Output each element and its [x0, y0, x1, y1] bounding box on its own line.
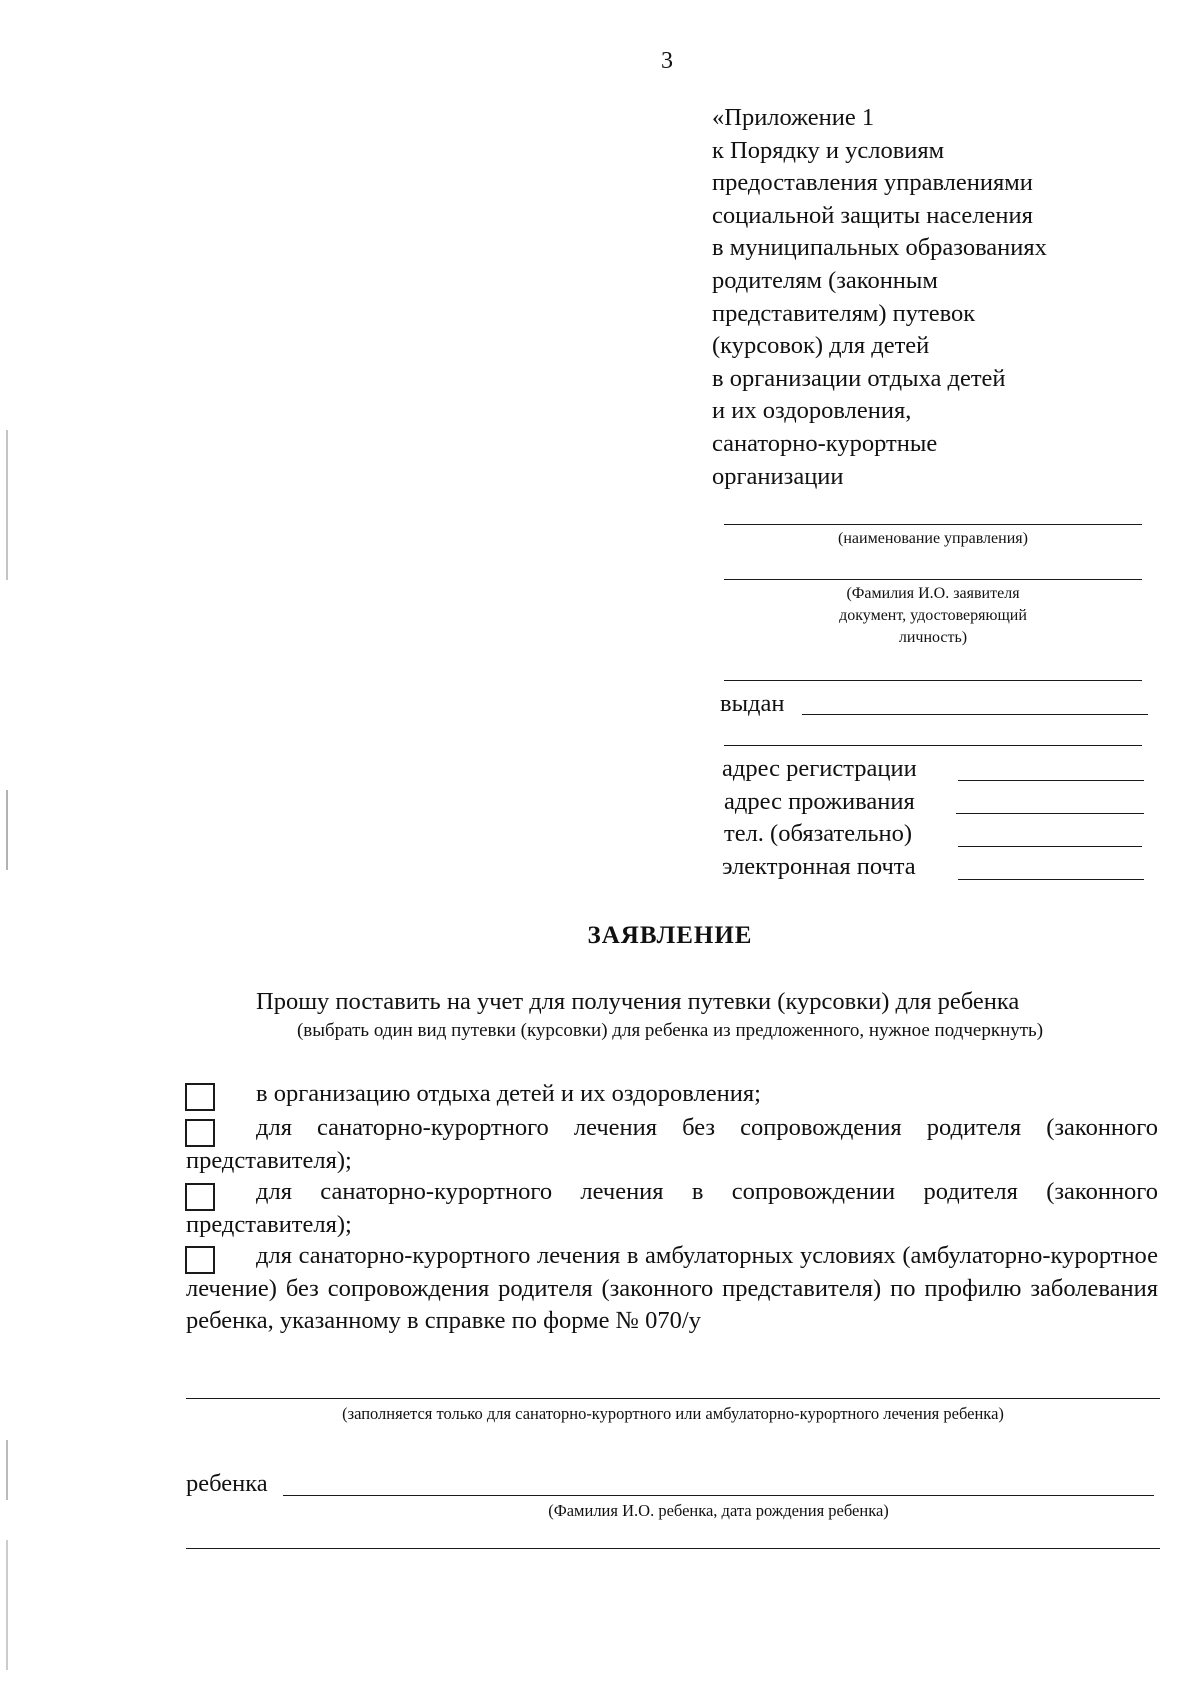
- request-note: (выбрать один вид путевки (курсовки) для ребенка из предложенного, нужное подчеркнуть): [296, 1020, 1044, 1041]
- appendix-line: и их оздоровления,: [712, 397, 912, 425]
- phone-label: тел. (обязательно): [724, 820, 913, 847]
- scan-margin-mark: [6, 1440, 8, 1500]
- request-text: Прошу поставить на учет для получения путевки (курсовки) для ребенка: [256, 988, 1020, 1015]
- appendix-line: в муниципальных образованиях: [712, 234, 1047, 262]
- treatment-profile-line[interactable]: [186, 1398, 1160, 1399]
- management-name-line[interactable]: [724, 524, 1142, 525]
- appendix-line: санаторно-курортные: [712, 429, 938, 457]
- registration-address-label: адрес регистрации: [722, 755, 917, 782]
- appendix-block: [712, 102, 1047, 493]
- option-camp-text: в организацию отдыха детей и их оздоровления;: [256, 1080, 761, 1107]
- appendix-line: родителям (законным: [712, 266, 938, 294]
- option-outpatient-text: для санаторно-курортного лечения в амбулаторных условиях (амбулаторно-курортное лечение) без сопровождения родителя (законного представителя) по профилю заболевания ребенка, указанному в справке по форме № 070/у: [186, 1242, 1158, 1334]
- issued-line-2[interactable]: [724, 745, 1142, 746]
- applicant-name-line[interactable]: [724, 579, 1142, 580]
- child-extra-line[interactable]: [186, 1548, 1160, 1549]
- appendix-line: представителям) путевок: [712, 299, 976, 327]
- appendix-line: «Приложение 1: [712, 104, 875, 131]
- residence-address-line[interactable]: [956, 813, 1144, 814]
- applicant-caption: (Фамилия И.О. заявителя документ, удостоверяющий личность): [839, 585, 1027, 646]
- scan-margin-mark: [6, 430, 8, 580]
- appendix-line: социальной защиты населения: [712, 201, 1033, 229]
- phone-line[interactable]: [958, 846, 1142, 847]
- residence-address-label: адрес проживания: [724, 788, 915, 815]
- applicant-document-line[interactable]: [724, 680, 1142, 681]
- registration-address-line[interactable]: [958, 780, 1144, 781]
- document-heading: ЗАЯВЛЕНИЕ: [587, 922, 753, 949]
- scan-margin-mark: [6, 790, 8, 870]
- page-number: 3: [661, 48, 673, 74]
- child-label: ребенка: [186, 1470, 268, 1497]
- appendix-line: (курсовок) для детей: [712, 332, 930, 360]
- child-name-line[interactable]: [283, 1495, 1154, 1496]
- option-sanatorium-alone-text: для санаторно-курортного лечения без сопровождения родителя (законного представителя);: [186, 1114, 1158, 1174]
- treatment-note: (заполняется только для санаторно-курортного или амбулаторно-курортного лечения ребенка): [342, 1404, 1004, 1423]
- appendix-line: организации: [712, 462, 844, 490]
- email-label: электронная почта: [722, 853, 916, 880]
- option-sanatorium-accompanied-text: для санаторно-курортного лечения в сопровождении родителя (законного представителя);: [186, 1178, 1158, 1238]
- appendix-line: к Порядку и условиям: [712, 136, 945, 164]
- scan-margin-mark: [6, 1540, 8, 1670]
- management-name-caption: (наименование управления): [838, 530, 1028, 547]
- email-line[interactable]: [958, 879, 1144, 880]
- issued-label: выдан: [720, 690, 785, 717]
- appendix-line: в организации отдыха детей: [712, 364, 1006, 392]
- appendix-line: предоставления управлениями: [712, 169, 1033, 197]
- child-note: (Фамилия И.О. ребенка, дата рождения ребенка): [548, 1501, 889, 1520]
- issued-line[interactable]: [802, 714, 1148, 715]
